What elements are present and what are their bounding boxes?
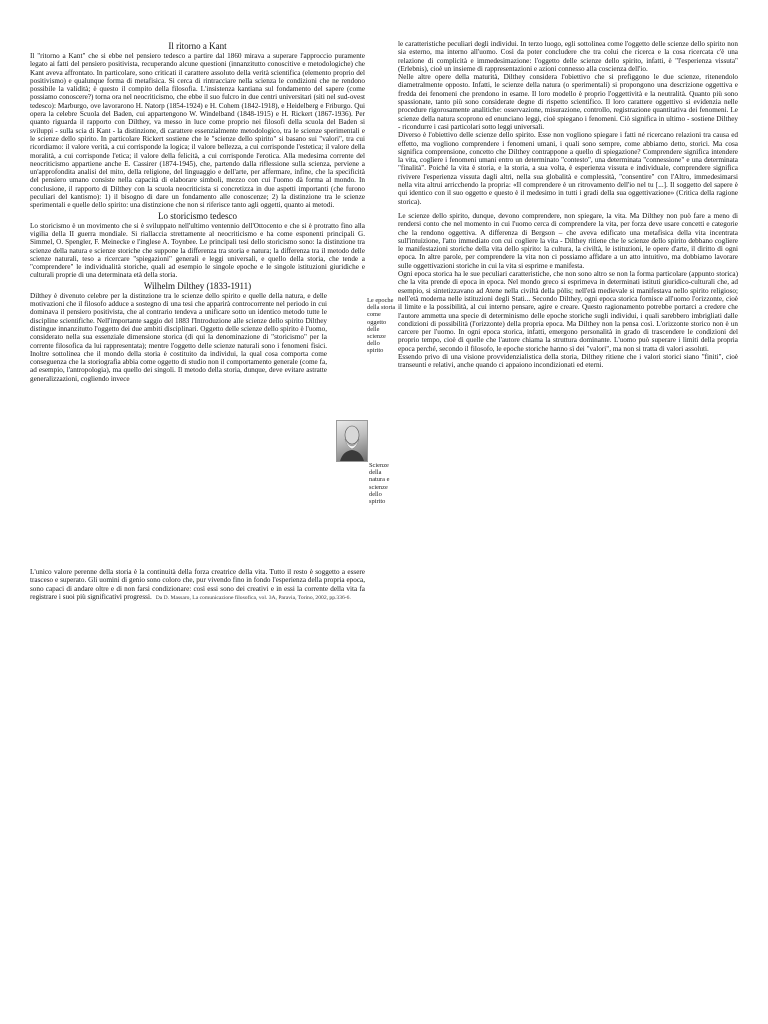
dilthey-portrait xyxy=(336,420,368,462)
paragraph-right-6: Essendo privo di una visione provvidenzialistica della storia, Dilthey ritiene che i valori storici siano "finiti", cioè transeunti e relativi, anche quando ci appaiono incondizionati ed eterni. xyxy=(398,352,738,370)
paragraph-right-2: Nelle altre opere della maturità, Dilthey considera l'obiettivo che si prefiggono le due scienze, ritenendolo diametralmente opposto. Infatti, le scienze della natura (o sperimentali) si propongono una descrizione oggettiva e fredda dei fenomeni che prendono in esame. Il loro modello è proprio l'oggettività e la neutralità. Quanto più sono spassionate, tanto più sono considerate degne di rispetto scientifico. Il loro carattere oggettivo si evidenzia nelle procedure rigorosamente analitiche: osservazione, misurazione, controllo, registrazione quantitativa dei fenomeni. Le scienze della natura scoprono ed enunciano leggi, cioè spiegano i fenomeni. Ciò significa in ultimo - sostiene Dilthey - ricondurre i casi particolari sotto leggi universali. xyxy=(398,73,738,131)
section-title-storicismo: Lo storicismo tedesco xyxy=(158,210,237,221)
right-column xyxy=(398,40,738,370)
margin-note-scienze: Scienze della natura e scienze dello spirito xyxy=(369,462,390,506)
paragraph-right-5: Ogni epoca storica ha le sue peculiari caratteristiche, che non sono altro se non la forma particolare (appunto storica) che la vita prende di epoca in epoca. Nel mondo greco si esprimeva in determinati istituti giuridico-culturali che, ad esempio, si sintetizzavano ad Atene nella civiltà della pòlis; nell'età medievale si manifestava nello spirito religioso; nell'età moderna nelle istituzioni degli Stati... Secondo Dilthey, ogni epoca storica fornisce all'uomo l'orizzonte, cioè il limite e la possibilità, al cui interno pensare, agire e creare. Questo ragionamento potrebbe portarci a credere che l'autore ammetta una specie di determinismo delle epoche storiche sugli individui, i quali sarebbero imbrigliati dalle condizioni di possibilità (l'orizzonte) della propria epoca. Ma Dilthey non la pensa così. L'orizzonte storico non è un carcere per l'uomo. In ogni epoca storica, infatti, emergono personalità in grado di trascendere le condizioni del proprio tempo, cioè di quelle che l'autore chiama la struttura dominante. L'uomo può superare i limiti della propria epoca perché, secondo il filosofo, le epoche storiche hanno sì dei "valori", ma non si tratta di valori assoluti. xyxy=(398,270,738,353)
paragraph-storicismo: Lo storicismo è un movimento che si è sviluppato nell'ultimo ventennio dell'Ottocento e che si è protratto fino alla vigilia della II guerra mondiale. Si riallaccia strettamente al neocriticismo e ha come esponenti principali G. Simmel, O. Spengler, F. Meinecke e l'inglese A. Toynbee. Le principali tesi dello storicismo sono: la distinzione tra scienze della natura e scienze storiche che suppone la differenza tra storia e natura; la differenza tra il metodo delle scienze naturali, teso a ricercare "spiegazioni" generali e leggi universali, e quello della storia, che tende a "comprendere" le individualità storiche, quali ad esempio le singole epoche e le singole istituzioni giuridiche e culturali proprie di una determinata età della storia. xyxy=(30,221,365,280)
paragraph-ritorno-a-kant: Il "ritorno a Kant" che si ebbe nel pensiero tedesco a partire dal 1860 mirava a superare l'approccio puramente legato ai fatti del pensiero positivista, recuperando alcune questioni (innanzitutto conoscitive e metodologiche) che Kant aveva affrontato. In particolare, sono criticati il carattere assoluto della verità scientifica (elemento proprio del positivismo) e qualunque forma di metafisica. Si cerca di rintracciare nella scienza le condizioni che ne rendono possibile la validità; è questo il compito della filosofia. L'insistenza kantiana sul fondamento del sapere (come possiamo conoscere?) torna ora nel neocriticismo, che ebbe il suo fulcro in due centri universitari (siti nel sud-ovest tedesco): Marburgo, ove lavorarono H. Natorp (1854-1924) e H. Cohem (1842-1918), e Heidelberg e Friburgo. Qui opera la celebre Scuola del Baden, cui appartengono W. Windelband (1848-1915) e H. Rickert (1867-1936). Per quanto riguarda il rapporto con Dilthey, va messo in luce come proprio nei filosofi della scuola del Baden si sviluppi - sulla scia di Kant - la distinzione, di carattere essenzialmente metodologico, tra le scienze sperimentali e le scienze dello spirito. In particolare Rickert sostiene che le "scienze dello spirito" si basano sui "valori", tra cui ricordiamo: il valore verità, a cui corrisponde la logica; il valore bellezza, a cui corrisponde l'estetica; il valore della moralità, a cui corrisponde l'etica; il valore della felicità, a cui corrisponde l'erotica. Alla medesima corrente del neocriticismo appartiene anche E. Cassirer (1874-1945), che, partendo dalla riflessione sulla scienza, perviene a un'approfondita analisi del mito, della religione, del linguaggio e dell'arte, per affermare, infine, che la specificità del pensiero umano consiste nella capacità di elaborare simboli, mezzo con cui l'uomo dà forma al mondo. In conclusione, il rapporto di Dilthey con la scuola neocriticista si concretizza in due aspetti importanti (che furono peculiari del kantismo): 1) il bisogno di dare un fondamento alle conoscenze; 2) la distinzione tra le scienze sperimentali e quelle dello spirito: una distinzione che non si riferisce tanto agli oggetti, quanto ai metodi. xyxy=(30,52,365,210)
quote-source: Da D. Massaro, La comunicazione filosofica, vol. 3A, Paravia, Torino, 2002, pp.336-6. xyxy=(155,594,351,601)
paragraph-dilthey: Dilthey è divenuto celebre per la distinzione tra le scienze dello spirito e quelle della natura, e delle motivazioni che il filosofo adduce a sostegno di una tesi che apparirà controcorrente nel periodo in cui dominava il pensiero positivista, che al contrario tendeva a unificare sotto un identico metodo tutte le discipline scientifiche. Nell'importante saggio del 1883 l'Introduzione alle scienze dello spirito Dilthey distingue innanzitutto l'oggetto dei due ambiti disciplinari. Oggetto delle scienze dello spirito è l'uomo, considerato nella sua essenziale dimensione storica (di qui la denominazione di "storicismo" per la corrente filosofica da lui rappresentata); mentre l'oggetto delle scienze naturali sono i fenomeni fisici. Inoltre sottolinea che il mondo della storia è costituito da individui, la qual cosa comporta come conseguenza che la storiografia abbia come oggetto di studio non il comportamento generale (come fa, ad esempio, l'antropologia), ma quello dei singoli. Il metodo della storia, dunque, deve evitare astratte generalizzazioni, cogliendo invece xyxy=(30,291,327,383)
margin-note-epoche: Le epoche della storia come oggetto delle scienze dello spirito xyxy=(367,297,396,355)
quote-block xyxy=(30,568,365,602)
paragraph-right-3: Diverso è l'obiettivo delle scienze dello spirito. Esse non vogliono spiegare i fatti né ricercano relazioni tra causa ed effetto, ma vogliono comprendere i fenomeni umani, i quali sono sempre, come abbiamo detto, storici. Ma cosa significa comprensione, concetto che Dilthey contrappone a quello di spiegazione? Comprendere significa intendere la vita, cogliere i fenomeni umani entro un determinato "contesto", una determinata "connessione" e una determinata "finalità". Poiché la vita è storia, e la storia, a sua volta, è esperienza vissuta e individuale, comprendere significa rivivere l'esperienza vissuta dagli altri, nella sua globalità e complessità, "consentire" con l'Altro, immedesimarsi nella vita altrui arricchendo la propria: «Il comprendere è un ritrovamento dell'io nel tu [...]. Il soggetto del sapere è qui identico con il suo oggetto e questo è il medesimo in tutti i gradi della sua oggettivazione» (Critica della ragione storica). xyxy=(398,131,738,206)
section-title-dilthey: Wilhelm Dilthey (1833-1911) xyxy=(143,280,252,291)
left-column xyxy=(30,40,365,383)
quote-text: L'unico valore perenne della storia è la continuità della forza creatrice della vita. Tutto il resto è soggetto a essere trasceso e superato. Gli uomini di genio sono coloro che, pur vivendo fino in fondo l'esperienza della propria epoca, sono capaci di andare oltre e di non farsi condizionare: così essi sono dei creativi e in essi la corrente della vita fa registrare i suoi più significativi progressi. xyxy=(30,568,365,601)
section-title-ritorno-a-kant: Il ritorno a Kant xyxy=(168,41,227,51)
paragraph-right-1: le caratteristiche peculiari degli individui. In terzo luogo, egli sottolinea come l'oggetto delle scienze dello spirito non sia esterno, ma interno all'uomo. Così da poter concludere che tra colui che ricerca e la cosa ricercata c'è una relazione di complicità e immedesimazione: l'oggetto delle scienze dello spirito, infatti, è "l'esperienza vissuta" (Erlebnis), cioè un insieme di rappresentazioni e azioni connesso alla coscienza dell'io. xyxy=(398,40,738,73)
paragraph-right-4: Le scienze dello spirito, dunque, devono comprendere, non spiegare, la vita. Ma Dilthey non può fare a meno di rendersi conto che nel momento in cui l'uomo cerca di comprendere la vita, per forza deve usare concetti e categorie che la rendono oggettiva. A differenza di Bergson – che aveva edificato una metafisica della vita incentrata sull'intuizione, l'atto immediato con cui cogliere la vita - Dilthey ritiene che le scienze dello spirito debbano cogliere le manifestazioni storiche della vita dello spirito: la cultura, la civiltà, le istituzioni, le opere d'arte, il diritto di ogni epoca. In altre parole, per comprendere la vita non ci possiamo affidare a un atto intuitivo, ma dobbiamo lavorare sulle oggettivazioni storiche in cui la vita si esprime e manifesta. xyxy=(398,211,738,270)
